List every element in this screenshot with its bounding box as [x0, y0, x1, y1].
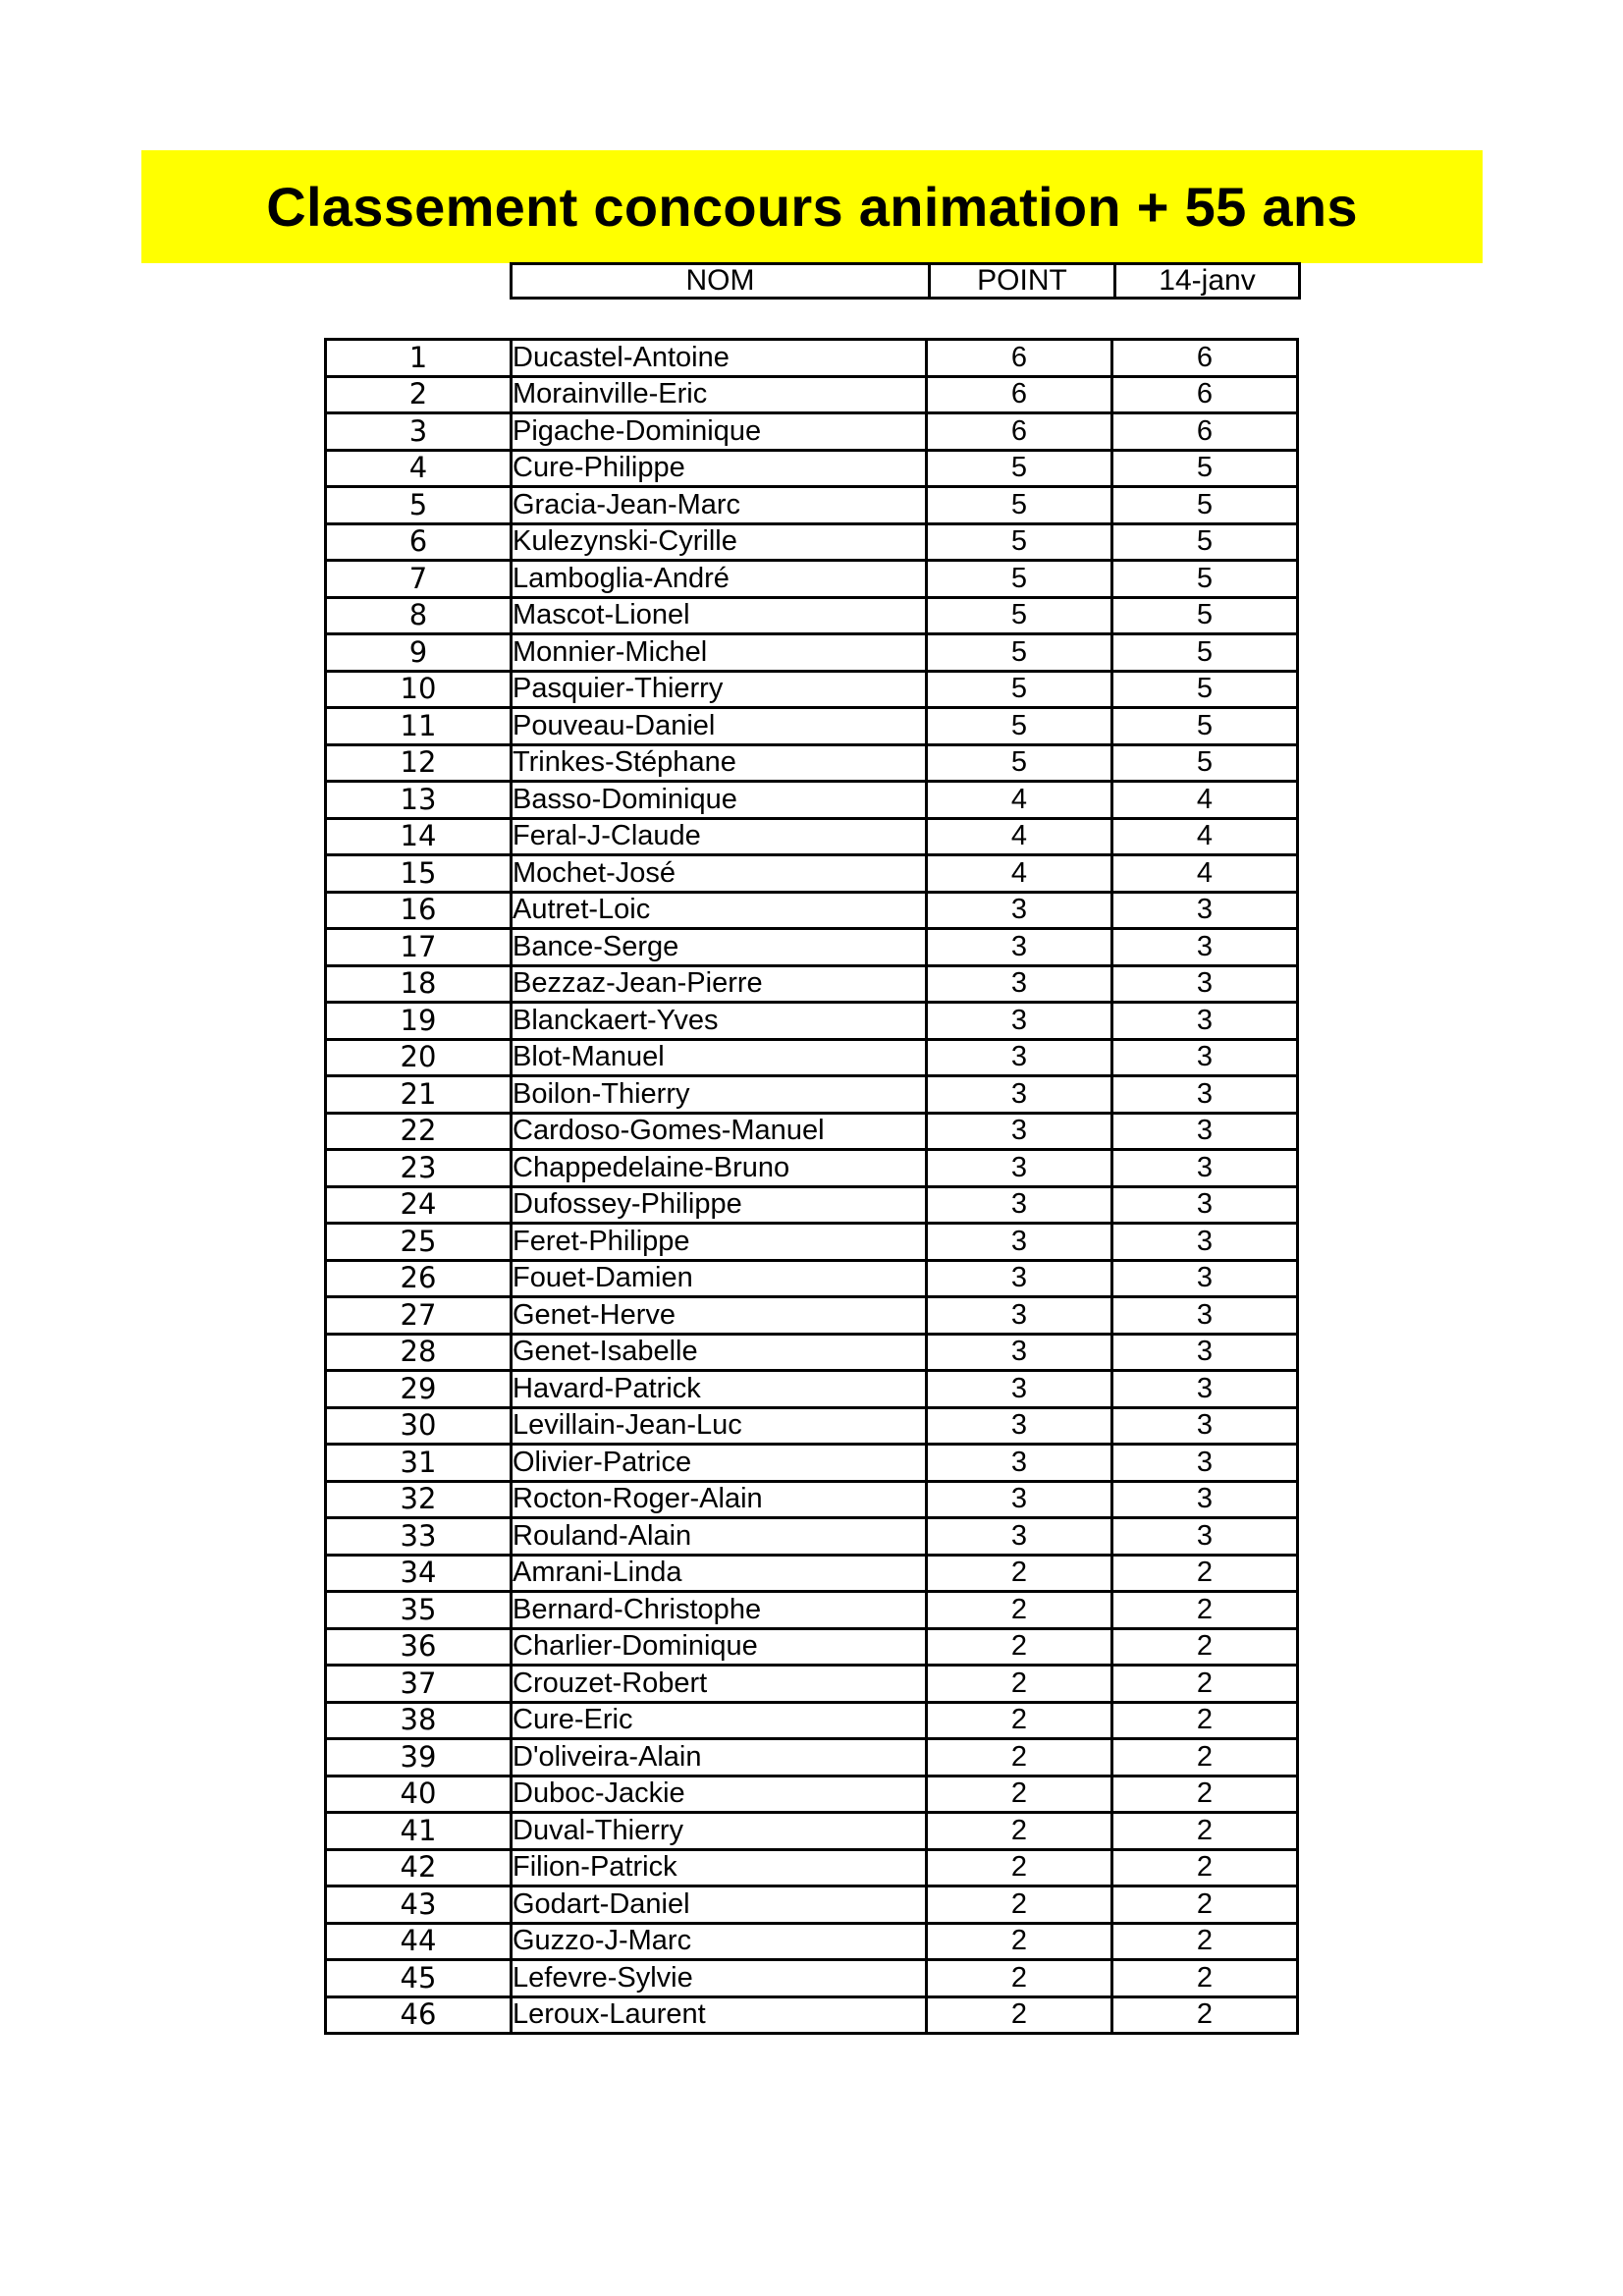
name-cell: Levillain-Jean-Luc: [512, 1407, 927, 1445]
column-header-nom: NOM: [513, 265, 931, 297]
date-cell: 2: [1112, 1923, 1298, 1960]
table-row: [326, 744, 1298, 782]
table-row: [326, 450, 1298, 487]
rank-cell: 33: [326, 1518, 512, 1556]
point-cell: 2: [927, 1666, 1112, 1703]
name-cell: Monnier-Michel: [512, 634, 927, 672]
point-cell: 3: [927, 1224, 1112, 1261]
rank-cell: 29: [326, 1371, 512, 1408]
rank-cell: 42: [326, 1849, 512, 1886]
name-cell: Gracia-Jean-Marc: [512, 487, 927, 524]
table-row: [326, 1186, 1298, 1224]
name-cell: Autret-Loic: [512, 892, 927, 929]
rank-cell: 40: [326, 1776, 512, 1813]
table-row: [326, 1555, 1298, 1592]
point-cell: 6: [927, 413, 1112, 451]
point-cell: 5: [927, 523, 1112, 561]
point-cell: 2: [927, 1996, 1112, 2034]
page-title: Classement concours animation + 55 ans: [266, 176, 1358, 238]
date-cell: 2: [1112, 1960, 1298, 1997]
point-cell: 4: [927, 855, 1112, 893]
name-cell: Lamboglia-André: [512, 561, 927, 598]
table-row: [326, 1003, 1298, 1040]
date-cell: 2: [1112, 1996, 1298, 2034]
table-row: [326, 1334, 1298, 1371]
rank-cell: 39: [326, 1739, 512, 1777]
point-cell: 3: [927, 1186, 1112, 1224]
name-cell: Mascot-Lionel: [512, 597, 927, 634]
point-cell: 3: [927, 1407, 1112, 1445]
rank-cell: 20: [326, 1039, 512, 1076]
table-row: [326, 1224, 1298, 1261]
point-cell: 3: [927, 1113, 1112, 1150]
rank-cell: 7: [326, 561, 512, 598]
name-cell: Godart-Daniel: [512, 1886, 927, 1924]
rank-cell: 37: [326, 1666, 512, 1703]
name-cell: Rocton-Roger-Alain: [512, 1481, 927, 1518]
date-cell: 5: [1112, 671, 1298, 708]
rank-cell: 21: [326, 1076, 512, 1114]
name-cell: Mochet-José: [512, 855, 927, 893]
table-row: [326, 1518, 1298, 1556]
date-cell: 2: [1112, 1666, 1298, 1703]
table-row: [326, 1666, 1298, 1703]
table-row: [326, 487, 1298, 524]
date-cell: 3: [1112, 929, 1298, 966]
date-cell: 3: [1112, 1518, 1298, 1556]
rank-cell: 3: [326, 413, 512, 451]
rank-cell: 41: [326, 1813, 512, 1850]
point-cell: 3: [927, 1371, 1112, 1408]
point-cell: 3: [927, 1518, 1112, 1556]
table-row: [326, 523, 1298, 561]
date-cell: 5: [1112, 744, 1298, 782]
rank-cell: 46: [326, 1996, 512, 2034]
name-cell: Morainville-Eric: [512, 376, 927, 413]
rank-cell: 9: [326, 634, 512, 672]
rank-cell: 13: [326, 782, 512, 819]
table-row: [326, 855, 1298, 893]
name-cell: Dufossey-Philippe: [512, 1186, 927, 1224]
rank-cell: 5: [326, 487, 512, 524]
point-cell: 2: [927, 1592, 1112, 1629]
point-cell: 3: [927, 1076, 1112, 1114]
point-cell: 3: [927, 965, 1112, 1003]
point-cell: 3: [927, 1297, 1112, 1335]
name-cell: Boilon-Thierry: [512, 1076, 927, 1114]
point-cell: 5: [927, 487, 1112, 524]
date-cell: 2: [1112, 1628, 1298, 1666]
name-cell: Feret-Philippe: [512, 1224, 927, 1261]
point-cell: 5: [927, 450, 1112, 487]
date-cell: 2: [1112, 1592, 1298, 1629]
rank-cell: 24: [326, 1186, 512, 1224]
table-row: [326, 1076, 1298, 1114]
date-cell: 2: [1112, 1886, 1298, 1924]
rank-cell: 26: [326, 1260, 512, 1297]
rank-cell: 4: [326, 450, 512, 487]
rank-cell: 27: [326, 1297, 512, 1335]
rank-cell: 31: [326, 1445, 512, 1482]
date-cell: 6: [1112, 340, 1298, 377]
column-header-date: 14-janv: [1159, 264, 1256, 297]
rank-cell: 45: [326, 1960, 512, 1997]
date-cell: 6: [1112, 413, 1298, 451]
rank-cell: 8: [326, 597, 512, 634]
name-cell: Kulezynski-Cyrille: [512, 523, 927, 561]
name-cell: Genet-Isabelle: [512, 1334, 927, 1371]
date-cell: 3: [1112, 1224, 1298, 1261]
table-row: [326, 561, 1298, 598]
rank-cell: 15: [326, 855, 512, 893]
rank-cell: 25: [326, 1224, 512, 1261]
ranking-table-body: [326, 340, 1298, 2034]
rank-cell: 11: [326, 708, 512, 745]
date-cell: 5: [1112, 487, 1298, 524]
point-cell: 5: [927, 744, 1112, 782]
date-cell: 3: [1112, 892, 1298, 929]
rank-cell: 44: [326, 1923, 512, 1960]
table-row: [326, 634, 1298, 672]
date-cell: 2: [1112, 1555, 1298, 1592]
rank-cell: 6: [326, 523, 512, 561]
point-cell: 2: [927, 1555, 1112, 1592]
point-cell: 2: [927, 1886, 1112, 1924]
name-cell: Havard-Patrick: [512, 1371, 927, 1408]
table-row: [326, 413, 1298, 451]
column-header-point: POINT: [931, 265, 1116, 297]
point-cell: 3: [927, 892, 1112, 929]
point-cell: 2: [927, 1813, 1112, 1850]
point-cell: 6: [927, 376, 1112, 413]
name-cell: Lefevre-Sylvie: [512, 1960, 927, 1997]
point-cell: 2: [927, 1776, 1112, 1813]
date-cell: 3: [1112, 1113, 1298, 1150]
point-cell: 5: [927, 671, 1112, 708]
point-cell: 5: [927, 634, 1112, 672]
rank-cell: 35: [326, 1592, 512, 1629]
name-cell: Chappedelaine-Bruno: [512, 1150, 927, 1187]
table-row: [326, 929, 1298, 966]
point-cell: 2: [927, 1702, 1112, 1739]
name-cell: Pouveau-Daniel: [512, 708, 927, 745]
point-cell: 5: [927, 597, 1112, 634]
point-cell: 3: [927, 1003, 1112, 1040]
name-cell: Cure-Eric: [512, 1702, 927, 1739]
name-cell: Bance-Serge: [512, 929, 927, 966]
point-cell: 2: [927, 1849, 1112, 1886]
table-row: [326, 1739, 1298, 1777]
name-cell: Pigache-Dominique: [512, 413, 927, 451]
date-cell: 5: [1112, 523, 1298, 561]
name-cell: Ducastel-Antoine: [512, 340, 927, 377]
rank-cell: 30: [326, 1407, 512, 1445]
date-cell: 3: [1112, 1297, 1298, 1335]
date-cell: 4: [1112, 855, 1298, 893]
table-row: [326, 1628, 1298, 1666]
point-cell: 3: [927, 1481, 1112, 1518]
title-banner: [141, 150, 1483, 263]
table-row: [326, 1260, 1298, 1297]
name-cell: Pasquier-Thierry: [512, 671, 927, 708]
date-cell: 2: [1112, 1813, 1298, 1850]
table-row: [326, 1849, 1298, 1886]
table-row: [326, 965, 1298, 1003]
rank-cell: 16: [326, 892, 512, 929]
name-cell: Guzzo-J-Marc: [512, 1923, 927, 1960]
table-row: [326, 1150, 1298, 1187]
rank-cell: 43: [326, 1886, 512, 1924]
table-row: [326, 1481, 1298, 1518]
name-cell: Rouland-Alain: [512, 1518, 927, 1556]
point-cell: 2: [927, 1960, 1112, 1997]
rank-cell: 36: [326, 1628, 512, 1666]
name-cell: Basso-Dominique: [512, 782, 927, 819]
name-cell: Genet-Herve: [512, 1297, 927, 1335]
rank-cell: 32: [326, 1481, 512, 1518]
table-row: [326, 1886, 1298, 1924]
rank-cell: 19: [326, 1003, 512, 1040]
rank-cell: 2: [326, 376, 512, 413]
date-cell: 5: [1112, 708, 1298, 745]
point-cell: 3: [927, 1334, 1112, 1371]
date-cell: 5: [1112, 450, 1298, 487]
date-cell: 3: [1112, 1445, 1298, 1482]
date-cell: 2: [1112, 1739, 1298, 1777]
table-row: [326, 818, 1298, 855]
date-cell: 3: [1112, 1039, 1298, 1076]
date-cell: 5: [1112, 597, 1298, 634]
date-cell: 3: [1112, 1076, 1298, 1114]
point-cell: 3: [927, 1445, 1112, 1482]
table-row: [326, 1371, 1298, 1408]
rank-cell: 17: [326, 929, 512, 966]
date-cell: 3: [1112, 1260, 1298, 1297]
name-cell: Cure-Philippe: [512, 450, 927, 487]
point-cell: 3: [927, 1039, 1112, 1076]
point-cell: 3: [927, 1260, 1112, 1297]
name-cell: Amrani-Linda: [512, 1555, 927, 1592]
point-cell: 2: [927, 1739, 1112, 1777]
point-cell: 4: [927, 782, 1112, 819]
date-cell: 4: [1112, 782, 1298, 819]
table-row: [326, 376, 1298, 413]
name-cell: Olivier-Patrice: [512, 1445, 927, 1482]
date-cell: 5: [1112, 634, 1298, 672]
name-cell: Blot-Manuel: [512, 1039, 927, 1076]
table-row: [326, 708, 1298, 745]
date-cell: 5: [1112, 561, 1298, 598]
date-cell: 3: [1112, 1481, 1298, 1518]
table-row: [326, 1776, 1298, 1813]
point-cell: 2: [927, 1923, 1112, 1960]
date-cell: 3: [1112, 1150, 1298, 1187]
name-cell: Cardoso-Gomes-Manuel: [512, 1113, 927, 1150]
name-cell: Trinkes-Stéphane: [512, 744, 927, 782]
name-cell: Charlier-Dominique: [512, 1628, 927, 1666]
table-row: [326, 1960, 1298, 1997]
table-row: [326, 1297, 1298, 1335]
ranking-table: [324, 338, 1299, 2035]
name-cell: Crouzet-Robert: [512, 1666, 927, 1703]
name-cell: Filion-Patrick: [512, 1849, 927, 1886]
date-cell: 3: [1112, 1407, 1298, 1445]
rank-cell: 22: [326, 1113, 512, 1150]
table-row: [326, 1407, 1298, 1445]
rank-cell: 18: [326, 965, 512, 1003]
table-row: [326, 597, 1298, 634]
name-cell: Feral-J-Claude: [512, 818, 927, 855]
name-cell: Duval-Thierry: [512, 1813, 927, 1850]
date-cell: 3: [1112, 965, 1298, 1003]
date-cell: 3: [1112, 1334, 1298, 1371]
table-row: [326, 1039, 1298, 1076]
date-cell: 6: [1112, 376, 1298, 413]
table-row: [326, 1113, 1298, 1150]
name-cell: D'oliveira-Alain: [512, 1739, 927, 1777]
date-cell: 3: [1112, 1186, 1298, 1224]
table-row: [326, 671, 1298, 708]
point-cell: 2: [927, 1628, 1112, 1666]
point-cell: 5: [927, 708, 1112, 745]
rank-cell: 12: [326, 744, 512, 782]
point-cell: 3: [927, 929, 1112, 966]
name-cell: Fouet-Damien: [512, 1260, 927, 1297]
rank-cell: 14: [326, 818, 512, 855]
date-cell: 2: [1112, 1849, 1298, 1886]
name-cell: Blanckaert-Yves: [512, 1003, 927, 1040]
rank-cell: 38: [326, 1702, 512, 1739]
rank-cell: 28: [326, 1334, 512, 1371]
rank-cell: 34: [326, 1555, 512, 1592]
date-cell: 4: [1112, 818, 1298, 855]
table-row: [326, 1592, 1298, 1629]
date-cell: 2: [1112, 1776, 1298, 1813]
date-cell: 2: [1112, 1702, 1298, 1739]
table-row: [326, 1813, 1298, 1850]
table-row: [326, 892, 1298, 929]
name-cell: Bezzaz-Jean-Pierre: [512, 965, 927, 1003]
table-row: [326, 1996, 1298, 2034]
rank-cell: 1: [326, 340, 512, 377]
rank-cell: 23: [326, 1150, 512, 1187]
column-header-row: [510, 262, 1301, 300]
table-row: [326, 1923, 1298, 1960]
point-cell: 3: [927, 1150, 1112, 1187]
table-row: [326, 340, 1298, 377]
name-cell: Leroux-Laurent: [512, 1996, 927, 2034]
point-cell: 4: [927, 818, 1112, 855]
date-cell: 3: [1112, 1371, 1298, 1408]
date-cell: 3: [1112, 1003, 1298, 1040]
name-cell: Duboc-Jackie: [512, 1776, 927, 1813]
point-cell: 5: [927, 561, 1112, 598]
point-cell: 6: [927, 340, 1112, 377]
table-row: [326, 1702, 1298, 1739]
rank-cell: 10: [326, 671, 512, 708]
name-cell: Bernard-Christophe: [512, 1592, 927, 1629]
table-row: [326, 1445, 1298, 1482]
table-row: [326, 782, 1298, 819]
